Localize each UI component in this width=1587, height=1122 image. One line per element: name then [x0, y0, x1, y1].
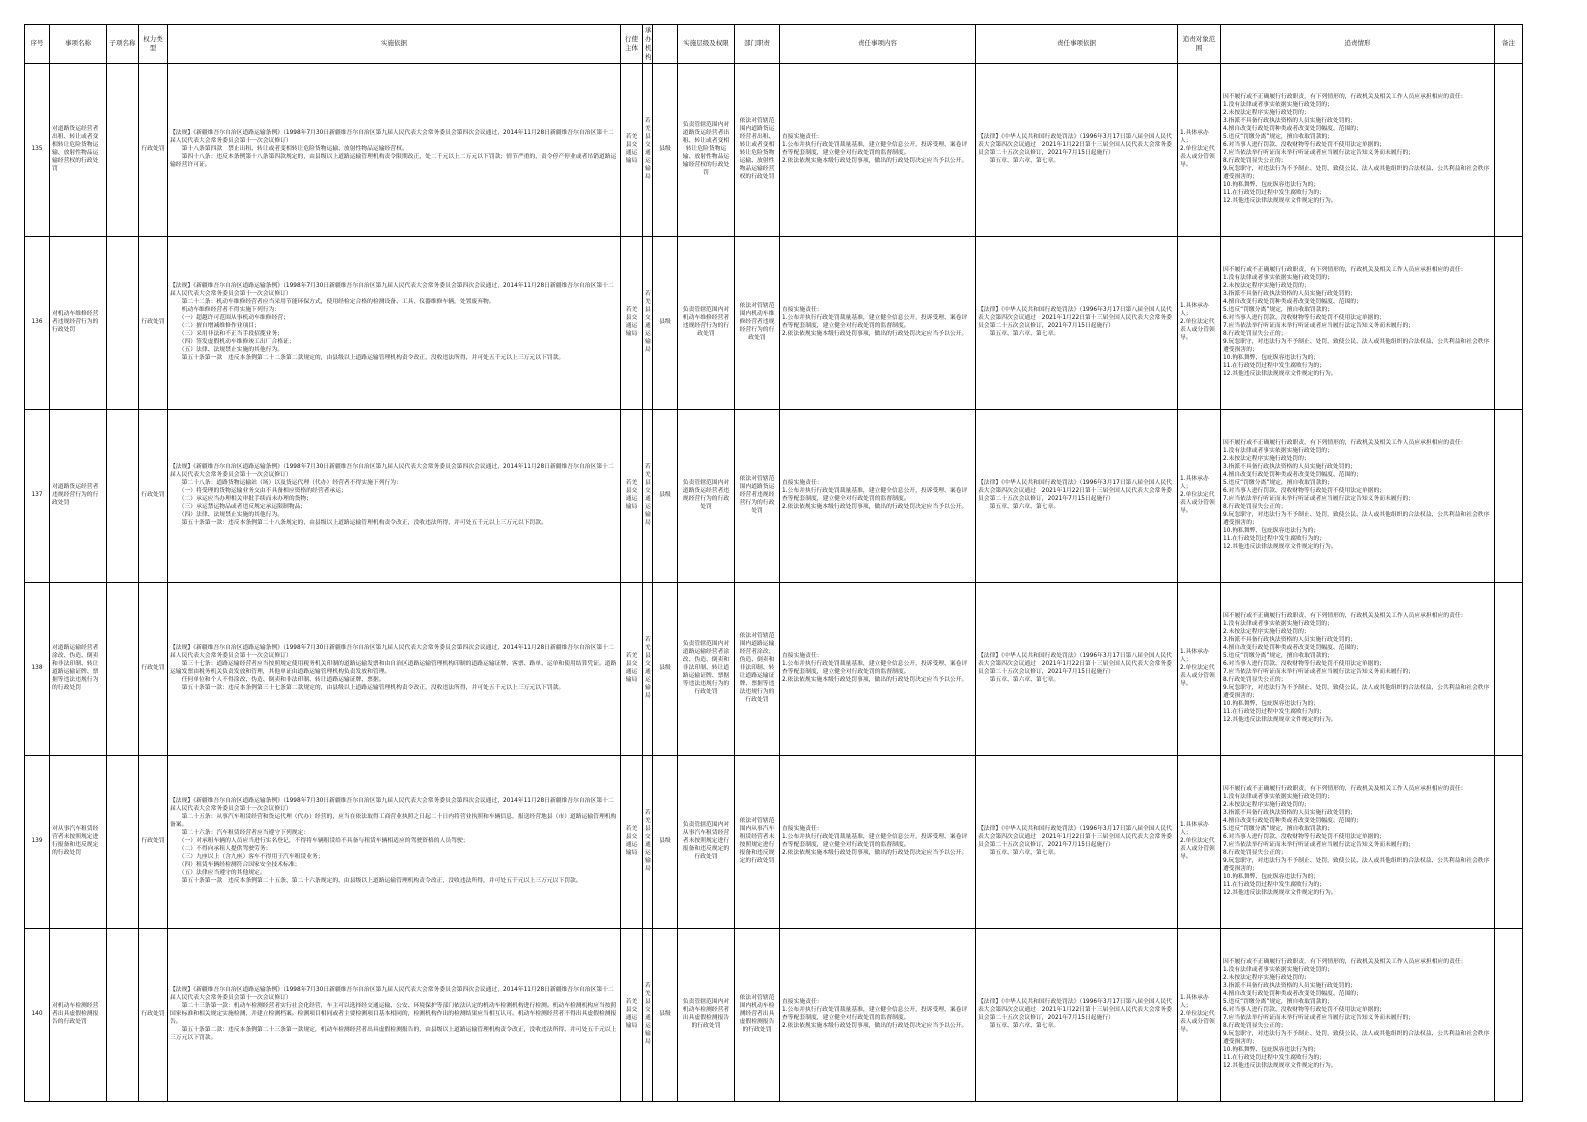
cell-remark: [1495, 63, 1523, 236]
cell-name: 对机动车维修经营者违规经营行为的行政处罚: [50, 236, 107, 409]
cell-scope: 1.具体承办人； 2.单位法定代表人或分管领导。: [1178, 755, 1221, 928]
header-duty: 部门职责: [735, 25, 780, 64]
cell-duty: 依法对管辖范围内道路货运经营者出租、转让或者变相转让危险货物运输、放射性物品运输经营权的行政处罚: [735, 63, 780, 236]
cell-level: 负责管辖范围内对从事汽车租赁经营者未按照规定进行报备和违反规定的行政处罚: [678, 755, 735, 928]
cell-subject: 若羌县交通运输局: [621, 236, 643, 409]
cell-sub: [107, 928, 139, 1101]
cell-level-tier: 县级: [653, 928, 678, 1101]
cell-dept: 若羌县交通运输局: [643, 755, 653, 928]
cell-level-tier: 县级: [653, 582, 678, 755]
cell-type: 行政处罚: [139, 409, 168, 582]
cell-type: 行政处罚: [139, 928, 168, 1101]
table-row: [25, 755, 1523, 928]
table-row: [25, 409, 1523, 582]
cell-basis: 【法规】《新疆维吾尔自治区道路运输条例》（1998年7月30日新疆维吾尔自治区第九届人民代表大会常务委员会第四次会议通过，2014年11月28日新疆维吾尔自治区第十二届人民代表大会常务委员会第十一次会议修订） 第二十三条第一款：机动车检测经营者实行社会化经营，车主可以选择经交通运输、公安、环境保护等部门依法认定的机动车检测机构进行检测。机动车检测机构应当按照国家标准和相关规定实施检测，并建立检测档案。检测项目相同或者主要检测项目基本相同的，检测机构作出的检测结果应当相互认可。机动车检测经营者不得出具虚假检测报告。 第五十条第二款：违反本条例第二十三条第一款规定，机动车检测经营者出具虚假检测报告的，由县级以上道路运输管理机构责令改正，没收违法所得，并可处五千元以上三万元以下罚款。: [168, 928, 621, 1101]
cell-seq: 135: [25, 63, 50, 236]
header-level-spacer: [653, 25, 678, 64]
cell-situation: 因不履行或不正确履行行政职责，有下列情形的，行政机关及相关工作人员应承担相应的责任： 1.没有法律或者事实依据实施行政处罚的； 2.未按法定程序实施行政处罚的； 3.指派不具备行政执法资格的人员实施行政处罚的； 4.擅自改变行政处罚种类或者改变处罚幅度、范围的； 5.违反“罚缴分离”规定，擅自收取罚款的； 6.对当事人进行罚款、没收财物等行政处罚不使用法定单据的； 7.应当依法举行听证而未举行听证或者应当履行法定告知义务而未履行的； 8.行政处罚显失公正的； 9.玩忽职守，对违法行为不予制止、处罚，致使公民、法人或其他组织的合法权益、公共利益和社会秩序遭受损害的； 10.徇私舞弊、包庇纵容违法行为的； 11.在行政处罚过程中发生腐败行为的； 12.其他违反法律法规规章文件规定的行为。: [1221, 928, 1495, 1101]
cell-duty: 依法对管辖范围内机动车检测经营者出具虚假检测报告的行政处罚: [735, 928, 780, 1101]
cell-dept: 若羌县交通运输局: [643, 236, 653, 409]
cell-level: 负责管辖范围内对道路运输经营者涂改、伪造、倒卖和非法印制、转让道路运输证牌、票据等违法违规行为的行政处罚: [678, 582, 735, 755]
cell-duty: 依法对管辖范围内从事汽车租赁经营者未按照规定进行报备和违反规定的行政处罚: [735, 755, 780, 928]
header-scope: 追责对象范围: [1178, 25, 1221, 64]
cell-situation: 因不履行或不正确履行行政职责，有下列情形的，行政机关及相关工作人员应承担相应的责任： 1.没有法律或者事实依据实施行政处罚的； 2.未按法定程序实施行政处罚的； 3.指派不具备行政执法资格的人员实施行政处罚的； 4.擅自改变行政处罚种类或者改变处罚幅度、范围的； 5.违反“罚缴分离”规定，擅自收取罚款的； 6.对当事人进行罚款、没收财物等行政处罚不使用法定单据的； 7.应当依法举行听证而未举行听证或者应当履行法定告知义务而未履行的； 8.行政处罚显失公正的； 9.玩忽职守，对违法行为不予制止、处罚，致使公民、法人或其他组织的合法权益、公共利益和社会秩序遭受损害的； 10.徇私舞弊、包庇纵容违法行为的； 11.在行政处罚过程中发生腐败行为的； 12.其他违反法律法规规章文件规定的行为。: [1221, 236, 1495, 409]
cell-content: 直接实施责任： 1.公布并执行行政处罚裁量基准，建立健全信息公开，投诉受理、案卷评查等配套制度，建立健全对行政处罚的监督制度。 2.依法依规实施本级行政处罚事项，做出的行政处罚决定应当予以公开。: [780, 63, 976, 236]
cell-level: 负责管辖范围内对道路货运经营者出租、转让或者变相转让危险货物运输、放射性物品运输经营权的行政处罚: [678, 63, 735, 236]
cell-situation: 因不履行或不正确履行行政职责，有下列情形的，行政机关及相关工作人员应承担相应的责任： 1.没有法律或者事实依据实施行政处罚的； 2.未按法定程序实施行政处罚的； 3.指派不具备行政执法资格的人员实施行政处罚的； 4.擅自改变行政处罚种类或者改变处罚幅度、范围的； 5.违反“罚缴分离”规定，擅自收取罚款的； 6.对当事人进行罚款、没收财物等行政处罚不使用法定单据的； 7.应当依法举行听证而未举行听证或者应当履行法定告知义务而未履行的； 8.行政处罚显失公正的； 9.玩忽职守，对违法行为不予制止、处罚，致使公民、法人或其他组织的合法权益、公共利益和社会秩序遭受损害的； 10.徇私舞弊、包庇纵容违法行为的； 11.在行政处罚过程中发生腐败行为的； 12.其他违反法律法规规章文件规定的行为。: [1221, 63, 1495, 236]
cell-subject: 若羌县交通运输局: [621, 582, 643, 755]
cell-level: 负责管辖范围内对道路货运经营者违规经营行为的行政处罚: [678, 409, 735, 582]
header-name: 事项名称: [50, 25, 107, 64]
cell-scope: 1.具体承办人； 2.单位法定代表人或分管领导。: [1178, 582, 1221, 755]
table-row: [25, 236, 1523, 409]
cell-content: 直接实施责任： 1.公布并执行行政处罚裁量基准，建立健全信息公开，投诉受理、案卷评查等配套制度，建立健全对行政处罚的监督制度。 2.依法依规实施本级行政处罚事项，做出的行政处罚决定应当予以公开。: [780, 582, 976, 755]
cell-resp-basis: 【法律】《中华人民共和国行政处罚法》（1996年3月17日第八届全国人民代表大会第四次会议通过 2021年1月22日第十三届全国人民代表大会常务委员会第二十五次会议修订，2021年7月15日起施行） 第五章、第六章、第七章。: [976, 928, 1178, 1101]
cell-sub: [107, 582, 139, 755]
cell-seq: 137: [25, 409, 50, 582]
cell-dept: 若羌县交通运输局: [643, 928, 653, 1101]
cell-type: 行政处罚: [139, 582, 168, 755]
cell-name: 对机动车检测经营者出具虚假检测报告的行政处罚: [50, 928, 107, 1101]
header-situation: 追责情形: [1221, 25, 1495, 64]
cell-type: 行政处罚: [139, 236, 168, 409]
cell-resp-basis: 【法律】《中华人民共和国行政处罚法》（1996年3月17日第八届全国人民代表大会第四次会议通过 2021年1月22日第十三届全国人民代表大会常务委员会第二十五次会议修订，2021年7月15日起施行） 第五章、第六章、第七章。: [976, 582, 1178, 755]
table-row: [25, 63, 1523, 236]
cell-duty: 依法对管辖范围内道路运输经营者涂改、伪造、倒卖和非法印制、转让道路运输证牌、票据等违法违规行为的行政处罚: [735, 582, 780, 755]
header-sub: 子项名称: [107, 25, 139, 64]
cell-resp-basis: 【法律】《中华人民共和国行政处罚法》（1996年3月17日第八届全国人民代表大会第四次会议通过 2021年1月22日第十三届全国人民代表大会常务委员会第二十五次会议修订，2021年7月15日起施行） 第五章、第六章、第七章。: [976, 236, 1178, 409]
cell-sub: [107, 755, 139, 928]
cell-resp-basis: 【法律】《中华人民共和国行政处罚法》（1996年3月17日第八届全国人民代表大会第四次会议通过 2021年1月22日第十三届全国人民代表大会常务委员会第二十五次会议修订，2021年7月15日起施行） 第五章、第六章、第七章。: [976, 755, 1178, 928]
cell-scope: 1.具体承办人； 2.单位法定代表人或分管领导。: [1178, 409, 1221, 582]
cell-dept: 若羌县交通运输局: [643, 582, 653, 755]
cell-type: 行政处罚: [139, 63, 168, 236]
cell-remark: [1495, 409, 1523, 582]
header-level: 实施层级及权限: [678, 25, 735, 64]
cell-content: 直接实施责任： 1.公布并执行行政处罚裁量基准，建立健全信息公开，投诉受理、案卷评查等配套制度，建立健全对行政处罚的监督制度。 2.依法依规实施本级行政处罚事项，做出的行政处罚决定应当予以公开。: [780, 409, 976, 582]
cell-seq: 139: [25, 755, 50, 928]
header-row: [25, 25, 1523, 64]
cell-situation: 因不履行或不正确履行行政职责，有下列情形的，行政机关及相关工作人员应承担相应的责任： 1.没有法律或者事实依据实施行政处罚的； 2.未按法定程序实施行政处罚的； 3.指派不具备行政执法资格的人员实施行政处罚的； 4.擅自改变行政处罚种类或者改变处罚幅度、范围的； 5.违反“罚缴分离”规定，擅自收取罚款的； 6.对当事人进行罚款、没收财物等行政处罚不使用法定单据的； 7.应当依法举行听证而未举行听证或者应当履行法定告知义务而未履行的； 8.行政处罚显失公正的； 9.玩忽职守，对违法行为不予制止、处罚，致使公民、法人或其他组织的合法权益、公共利益和社会秩序遭受损害的； 10.徇私舞弊、包庇纵容违法行为的； 11.在行政处罚过程中发生腐败行为的； 12.其他违反法律法规规章文件规定的行为。: [1221, 409, 1495, 582]
cell-basis: 【法规】《新疆维吾尔自治区道路运输条例》（1998年7月30日新疆维吾尔自治区第九届人民代表大会常务委员会第四次会议通过，2014年11月28日新疆维吾尔自治区第十二届人民代表大会常务委员会第十一次会议修订） 第二十二条：机动车维修经营者应当采用节能环保方式，使用经检定合格的检测设备、工具、仪器维修车辆，处置废弃物。 机动车维修经营者不得实施下列行为： （一）超越许可范围从事机动车维修经营； （二）擅自增减维修作业项目； （三）采用非法和不正当手段招揽业务； （四）签发虚假机动车维修竣工出厂合格证； （五）法律、法规禁止实施的其他行为。 第五十条第一款 违反本条例第二十二条第二款规定的，由县级以上道路运输管理机构责令改正，没收违法所得，并可处五千元以上三万元以下罚款。: [168, 236, 621, 409]
cell-content: 直接实施责任： 1.公布并执行行政处罚裁量基准，建立健全信息公开，投诉受理、案卷评查等配套制度，建立健全对行政处罚的监督制度。 2.依法依规实施本级行政处罚事项，做出的行政处罚决定应当予以公开。: [780, 928, 976, 1101]
cell-remark: [1495, 236, 1523, 409]
cell-basis: 【法规】《新疆维吾尔自治区道路运输条例》（1998年7月30日新疆维吾尔自治区第九届人民代表大会常务委员会第四次会议通过，2014年11月28日新疆维吾尔自治区第十二届人民代表大会常务委员会第十一次会议修订） 第三十七条：道路运输经营者应当按照规定使用税务机关印制的道路运输发票和由自治区道路运输管理机构印制的道路运输证牌、客票、路单、运单和使用结算凭证。道路运输发票由税务机关负责发放和管理，其他单证由道路运输管理机构负责发放和管理。 任何单位和个人不得涂改、伪造、倒卖和非法印制、转让道路运输证牌、票据。 第五十条第一款：违反本条例第三十七条第二款规定的，由县级以上道路运输管理机构责令改正，没收违法所得，并可处五千元以上三万元以下罚款。: [168, 582, 621, 755]
cell-level-tier: 县级: [653, 409, 678, 582]
cell-duty: 依法对管辖范围内机动车维修经营者违规经营行为的行政处罚: [735, 236, 780, 409]
cell-remark: [1495, 755, 1523, 928]
cell-resp-basis: 【法律】《中华人民共和国行政处罚法》（1996年3月17日第八届全国人民代表大会第四次会议通过 2021年1月22日第十三届全国人民代表大会常务委员会第二十五次会议修订，2021年7月15日起施行） 第五章、第六章、第七章。: [976, 409, 1178, 582]
cell-basis: 【法规】《新疆维吾尔自治区道路运输条例》（1998年7月30日新疆维吾尔自治区第九届人民代表大会常务委员会第四次会议通过，2014年11月28日新疆维吾尔自治区第十二届人民代表大会常务委员会第十一次会议修订） 第二十五条：从事汽车租赁经营和货运代理（代办）经营的，应当在依法取得工商营业执照之日起二十日内将营业执照和车辆信息，报送经营地县（市）道路运输管理机构备案。 第二十六条：汽车租赁经营者应当遵守下列规定： （一）对承租车辆的人员应当进行实名登记，不得将车辆租赁给不具备与租赁车辆相适应的驾驶资格的人员驾驶； （二）不得向承租人提供驾驶劳务； （三）九座以上（含九座）客车不得用于汽车租赁业务； （四）租赁车辆经检测符合国家安全技术标准； （五）法律应当遵守的其他规定。 第五十条第一款 违反本条例第二十五条、第二十六条规定的，由县级以上道路运输管理机构责令改正，没收违法所得，并可处五千元以上三万元以下罚款。: [168, 755, 621, 928]
cell-level-tier: 县级: [653, 63, 678, 236]
cell-level-tier: 县级: [653, 236, 678, 409]
cell-scope: 1.具体承办人； 2.单位法定代表人或分管领导。: [1178, 63, 1221, 236]
cell-content: 直接实施责任： 1.公布并执行行政处罚裁量基准，建立健全信息公开，投诉受理、案卷评查等配套制度，建立健全对行政处罚的监督制度。 2.依法依规实施本级行政处罚事项，做出的行政处罚决定应当予以公开。: [780, 755, 976, 928]
table-row: [25, 928, 1523, 1101]
cell-subject: 若羌县交通运输局: [621, 409, 643, 582]
header-seq: 序号: [25, 25, 50, 64]
cell-resp-basis: 【法律】《中华人民共和国行政处罚法》（1996年3月17日第八届全国人民代表大会第四次会议通过 2021年1月22日第十三届全国人民代表大会常务委员会第二十五次会议修订，2021年7月15日起施行） 第五章、第六章、第七章。: [976, 63, 1178, 236]
power-list-table: [24, 24, 1523, 1102]
cell-sub: [107, 63, 139, 236]
cell-level-tier: 县级: [653, 755, 678, 928]
header-type: 权力类型: [139, 25, 168, 64]
cell-dept: 若羌县交通运输局: [643, 409, 653, 582]
cell-remark: [1495, 582, 1523, 755]
header-dept: 承办机构: [643, 25, 653, 64]
header-basis: 实施依据: [168, 25, 621, 64]
cell-subject: 若羌县交通运输局: [621, 928, 643, 1101]
cell-name: 对道路运输经营者涂改、伪造、倒卖和非法印制、转让道路运输证牌、票据等违法违规行为的行政处罚: [50, 582, 107, 755]
cell-level: 负责管辖范围内对机动车检测经营者出具虚假检测报告的行政处罚: [678, 928, 735, 1101]
cell-basis: 【法规】《新疆维吾尔自治区道路运输条例》（1998年7月30日新疆维吾尔自治区第九届人民代表大会常务委员会第四次会议通过，2014年11月28日新疆维吾尔自治区第十二届人民代表大会常务委员会第十一次会议修订） 第二十八条：道路货物运输站（场）以及货运代理（代办）经营者不得实施下列行为： （一）将受理的货物运输业务交由不具备相应资格的经营者承运； （二）承运应当办理相关审批手续而未办理的货物； （三）承运禁运物品或者违反规定承运限制物品； （四）法律、法规禁止实施的其他行为。 第五十条第一款：违反本条例第二十八条规定的，由县级以上道路运输管理机构责令改正，没收违法所得，并可处五千元以上三万元以下罚款。: [168, 409, 621, 582]
cell-name: 对从事汽车租赁经营者未按照规定进行报备和违反规定的行政处罚: [50, 755, 107, 928]
table-row: [25, 582, 1523, 755]
header-subject: 行使主体: [621, 25, 643, 64]
cell-name: 对道路货运经营者违规经营行为的行政处罚: [50, 409, 107, 582]
cell-name: 对道路货运经营者出租、转让或者变相转让危险货物运输、放射性物品运输经营权的行政处罚: [50, 63, 107, 236]
header-content: 责任事项内容: [780, 25, 976, 64]
cell-duty: 依法对管辖范围内道路货运经营者违规经营行为的行政处罚: [735, 409, 780, 582]
cell-seq: 138: [25, 582, 50, 755]
cell-seq: 136: [25, 236, 50, 409]
header-resp-basis: 责任事项依据: [976, 25, 1178, 64]
cell-type: 行政处罚: [139, 755, 168, 928]
cell-situation: 因不履行或不正确履行行政职责，有下列情形的，行政机关及相关工作人员应承担相应的责任： 1.没有法律或者事实依据实施行政处罚的； 2.未按法定程序实施行政处罚的； 3.指派不具备行政执法资格的人员实施行政处罚的； 4.擅自改变行政处罚种类或者改变处罚幅度、范围的； 5.违反“罚缴分离”规定，擅自收取罚款的； 6.对当事人进行罚款、没收财物等行政处罚不使用法定单据的； 7.应当依法举行听证而未举行听证或者应当履行法定告知义务而未履行的； 8.行政处罚显失公正的； 9.玩忽职守，对违法行为不予制止、处罚，致使公民、法人或其他组织的合法权益、公共利益和社会秩序遭受损害的； 10.徇私舞弊、包庇纵容违法行为的； 11.在行政处罚过程中发生腐败行为的； 12.其他违反法律法规规章文件规定的行为。: [1221, 582, 1495, 755]
cell-scope: 1.具体承办人； 2.单位法定代表人或分管领导。: [1178, 928, 1221, 1101]
cell-subject: 若羌县交通运输局: [621, 63, 643, 236]
cell-seq: 140: [25, 928, 50, 1101]
cell-level: 负责管辖范围内对机动车维修经营者违规经营行为的行政处罚: [678, 236, 735, 409]
cell-dept: 若羌县交通运输局: [643, 63, 653, 236]
cell-basis: 【法规】《新疆维吾尔自治区道路运输条例》（1998年7月30日新疆维吾尔自治区第九届人民代表大会常务委员会第四次会议通过，2014年11月28日新疆维吾尔自治区第十二届人民代表大会常务委员会第十一次会议修订） 第十八条第四款 禁止出租、转让或者变相转让危险货物运输、放射性物品运输经营权。 第四十八条：违反本条例第十八条第四款规定的，由县级以上道路运输管理机构责令限期改正，处二千元以上二万元以下罚款；情节严重的，责令停产停业或者吊销道路运输经营许可证。: [168, 63, 621, 236]
cell-subject: 若羌县交通运输局: [621, 755, 643, 928]
cell-sub: [107, 236, 139, 409]
cell-scope: 1.具体承办人； 2.单位法定代表人或分管领导。: [1178, 236, 1221, 409]
cell-situation: 因不履行或不正确履行行政职责，有下列情形的，行政机关及相关工作人员应承担相应的责任： 1.没有法律或者事实依据实施行政处罚的； 2.未按法定程序实施行政处罚的； 3.指派不具备行政执法资格的人员实施行政处罚的； 4.擅自改变行政处罚种类或者改变处罚幅度、范围的； 5.违反“罚缴分离”规定，擅自收取罚款的； 6.对当事人进行罚款、没收财物等行政处罚不使用法定单据的； 7.应当依法举行听证而未举行听证或者应当履行法定告知义务而未履行的； 8.行政处罚显失公正的； 9.玩忽职守，对违法行为不予制止、处罚，致使公民、法人或其他组织的合法权益、公共利益和社会秩序遭受损害的； 10.徇私舞弊、包庇纵容违法行为的； 11.在行政处罚过程中发生腐败行为的； 12.其他违反法律法规规章文件规定的行为。: [1221, 755, 1495, 928]
cell-sub: [107, 409, 139, 582]
cell-content: 直接实施责任： 1.公布并执行行政处罚裁量基准，建立健全信息公开，投诉受理、案卷评查等配套制度，建立健全对行政处罚的监督制度。 2.依法依规实施本级行政处罚事项，做出的行政处罚决定应当予以公开。: [780, 236, 976, 409]
header-remark: 备注: [1495, 25, 1523, 64]
cell-remark: [1495, 928, 1523, 1101]
